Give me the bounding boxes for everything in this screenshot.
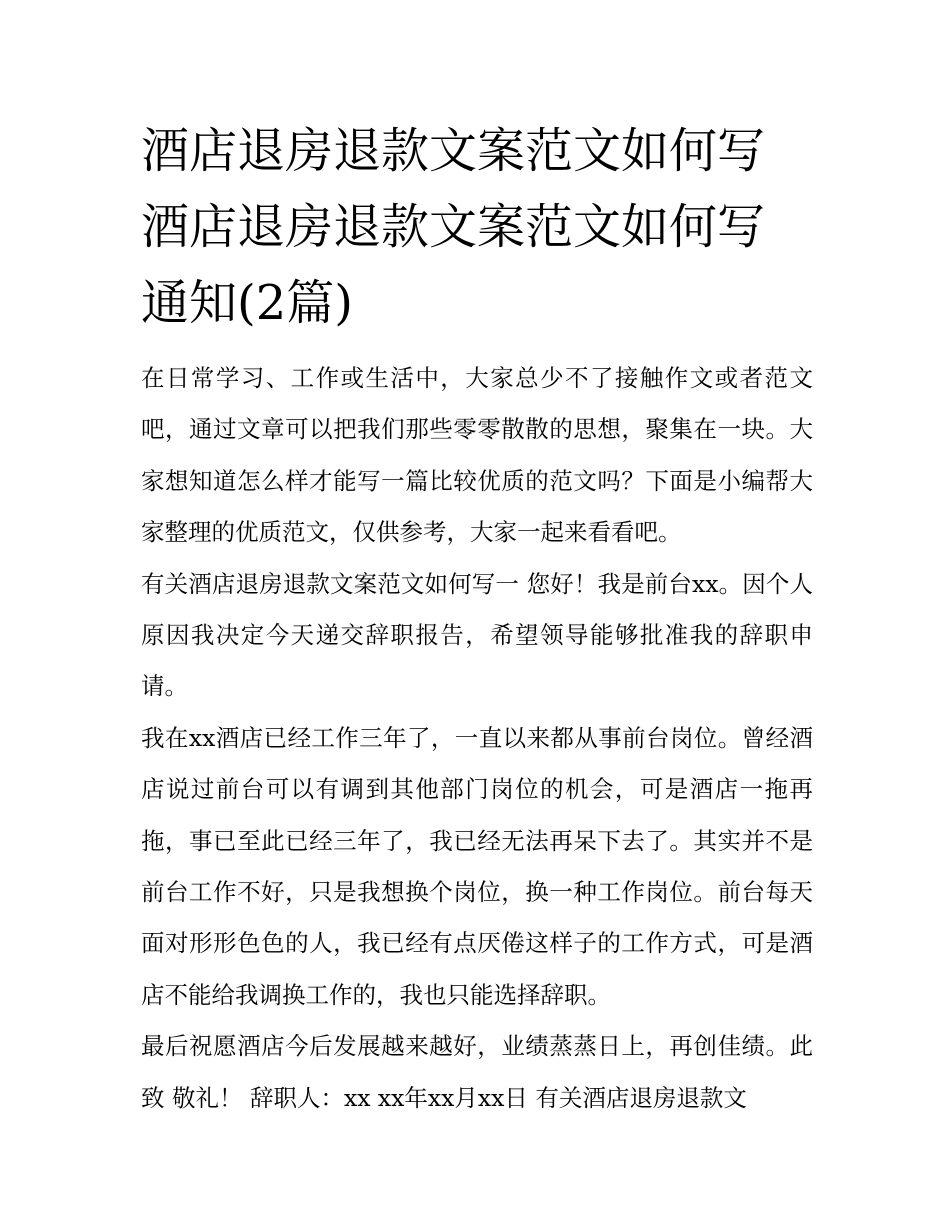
paragraph-closing: 最后祝愿酒店今后发展越来越好，业绩蒸蒸日上，再创佳绩。此致 敬礼！ 辞职人：xx xx年xx月xx日 有关酒店退房退款文 [141,1032,813,1112]
paragraph-greeting: 有关酒店退房退款文案范文如何写一 您好！我是前台xx。因个人原因我决定今天递交辞职报告，希望领导能够批准我的辞职申请。 [141,569,813,701]
document-title [141,113,813,341]
paragraph-reason: 我在xx酒店已经工作三年了，一直以来都从事前台岗位。曾经酒店说过前台可以有调到其他部门岗位的机会，可是酒店一拖再拖，事已至此已经三年了，我已经无法再呆下去了。其实并不是前台工作不好，只是我想换个岗位，换一种工作岗位。前台每天面对形形色色的人，我已经有点厌倦这样子的工作方式，可是酒店不能给我调换工作的，我也只能选择辞职。 [141,723,813,1009]
document-page [141,113,813,1124]
document-body [141,353,813,1124]
title-line-2: 酒店退房退款文案范文如何写 [141,199,766,255]
title-line-1: 酒店退房退款文案范文如何写 [141,123,766,179]
paragraph-intro: 在日常学习、工作或生活中，大家总少不了接触作文或者范文吧，通过文章可以把我们那些零零散散的思想，聚集在一块。大家想知道怎么样才能写一篇比较优质的范文吗？下面是小编帮大家整理的优质范文，仅供参考，大家一起来看看吧。 [141,364,813,547]
title-line-3: 通知(2篇) [141,275,353,331]
